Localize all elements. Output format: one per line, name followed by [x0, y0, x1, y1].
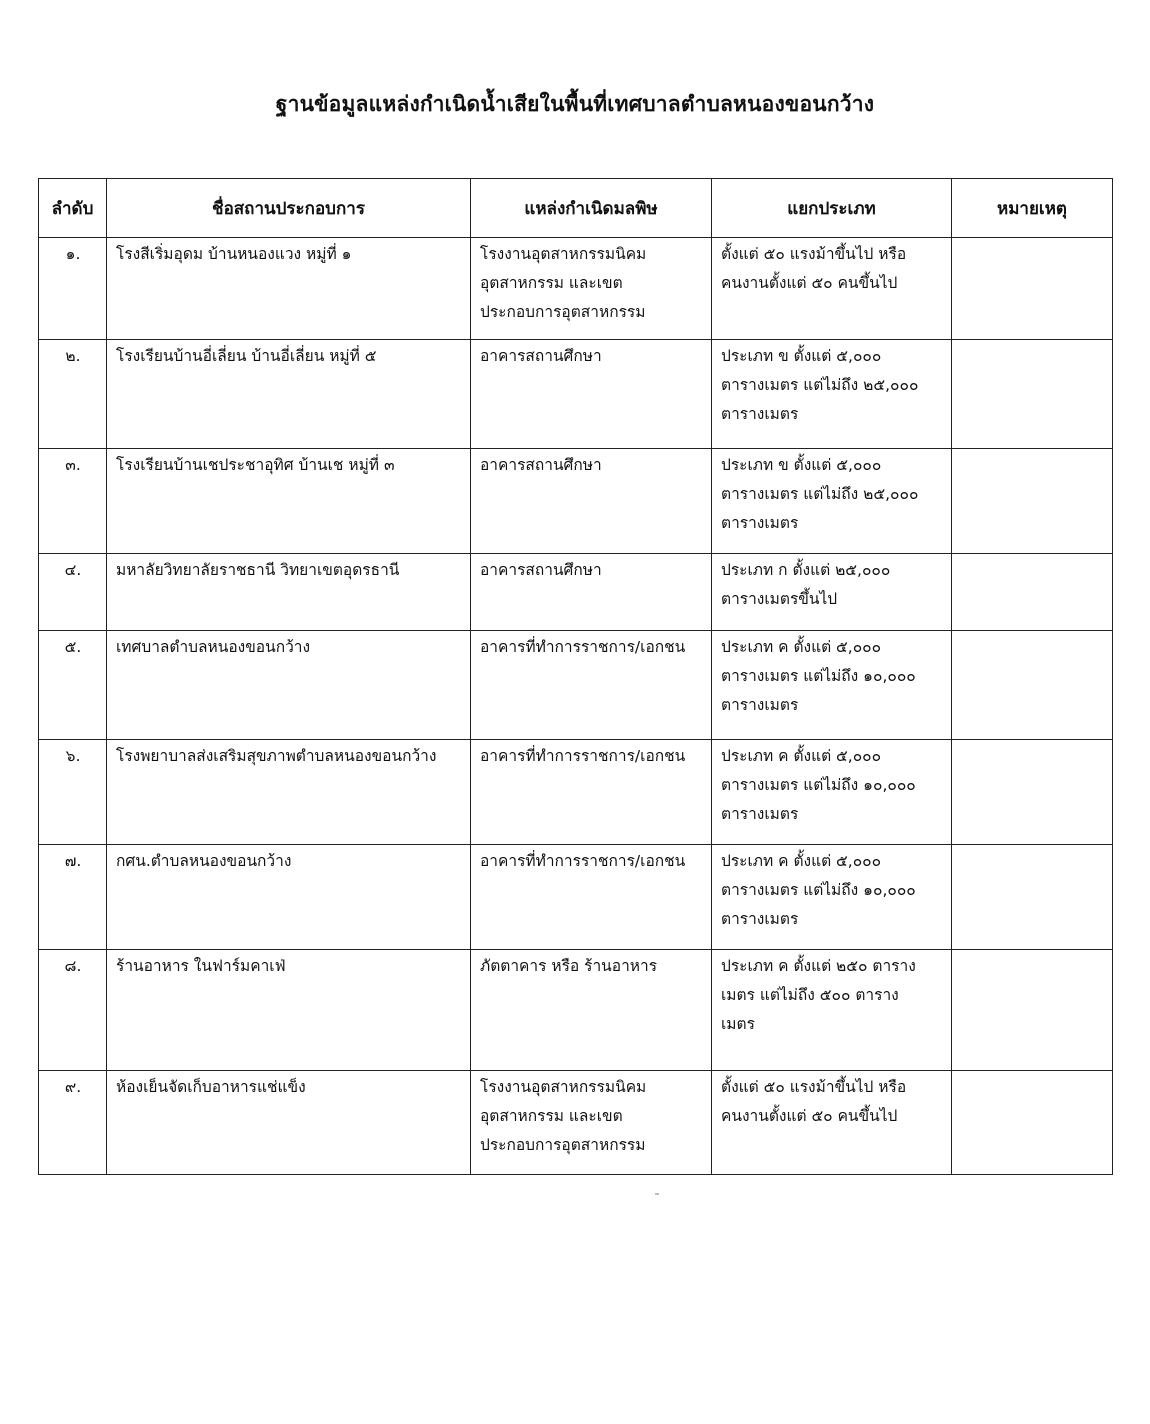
row-number: ๕. [64, 638, 82, 656]
establishment-cell [107, 845, 471, 950]
establishment-cell [107, 1071, 471, 1175]
category-line: ตารางเมตร [721, 514, 799, 532]
category-line: เมตร [721, 1015, 755, 1033]
category-cell [712, 950, 952, 1071]
pollution-source-line: อาคารที่ทำการราชการ/เอกชน [480, 852, 686, 870]
table-row [39, 554, 1113, 631]
remarks-cell [952, 1071, 1113, 1175]
category-cell [712, 238, 952, 340]
establishment-cell [107, 238, 471, 340]
table-row [39, 238, 1113, 340]
wastewater-source-table [38, 178, 1113, 1175]
row-number-cell [39, 554, 107, 631]
pollution-source-cell [471, 1071, 712, 1175]
row-number-cell [39, 740, 107, 845]
table-row [39, 340, 1113, 449]
table-row [39, 740, 1113, 845]
row-number: ๗. [64, 852, 82, 870]
pollution-source-cell [471, 631, 712, 740]
establishment-name: โรงเรียนบ้านอี่เลี่ยน บ้านอี่เลี่ยน หมู่ที่ ๕ [116, 347, 377, 365]
remarks-cell [952, 238, 1113, 340]
pollution-source-line: ประกอบการอุตสาหกรรม [480, 1136, 646, 1154]
row-number: ๙. [64, 1078, 82, 1096]
establishment-name: โรงสีเริ่มอุดม บ้านหนองแวง หมู่ที่ ๑ [116, 245, 352, 263]
establishment-name: โรงพยาบาลส่งเสริมสุขภาพตำบลหนองขอนกว้าง [116, 747, 437, 765]
row-number: ๒. [65, 347, 81, 365]
establishment-name: มหาลัยวิทยาลัยราชธานี วิทยาเขตอุดรธานี [116, 561, 400, 579]
pollution-source-line: โรงงานอุตสาหกรรมนิคม [480, 245, 647, 263]
category-cell [712, 845, 952, 950]
table-row [39, 631, 1113, 740]
establishment-name: ห้องเย็นจัดเก็บอาหารแช่แข็ง [116, 1078, 306, 1096]
pollution-source-line: อาคารที่ทำการราชการ/เอกชน [480, 747, 686, 765]
row-number-cell [39, 631, 107, 740]
row-number-cell [39, 449, 107, 554]
category-line: เมตร แต่ไม่ถึง ๕๐๐ ตาราง [721, 986, 899, 1004]
scan-speck [655, 1193, 659, 1195]
category-line: ประเภท ข ตั้งแต่ ๕,๐๐๐ [721, 347, 882, 365]
pollution-source-cell [471, 340, 712, 449]
pollution-source-cell [471, 845, 712, 950]
category-cell [712, 1071, 952, 1175]
table-row [39, 1071, 1113, 1175]
category-line: คนงานตั้งแต่ ๕๐ คนขึ้นไป [721, 1107, 898, 1125]
category-line: ตารางเมตร แต่ไม่ถึง ๒๕,๐๐๐ [721, 376, 919, 394]
column-header-pollution-source: แหล่งกำเนิดมลพิษ [471, 179, 712, 238]
pollution-source-line: ภัตตาคาร หรือ ร้านอาหาร [480, 957, 658, 975]
column-header-category: แยกประเภท [712, 179, 952, 238]
category-line: ประเภท ค ตั้งแต่ ๒๕๐ ตาราง [721, 957, 916, 975]
category-line: ตารางเมตร [721, 910, 799, 928]
row-number: ๓. [65, 456, 81, 474]
pollution-source-line: อุตสาหกรรม และเขต [480, 274, 623, 292]
column-header-establishment: ชื่อสถานประกอบการ [107, 179, 471, 238]
category-line: ตารางเมตร แต่ไม่ถึง ๑๐,๐๐๐ [721, 667, 916, 685]
category-line: ประเภท ค ตั้งแต่ ๕,๐๐๐ [721, 747, 882, 765]
category-cell [712, 740, 952, 845]
establishment-name: ร้านอาหาร ในฟาร์มคาเฟ่ [116, 957, 286, 975]
pollution-source-cell [471, 740, 712, 845]
table-row [39, 845, 1113, 950]
category-cell [712, 449, 952, 554]
pollution-source-cell [471, 950, 712, 1071]
category-line: ตั้งแต่ ๕๐ แรงม้าขึ้นไป หรือ [721, 245, 907, 263]
category-line: ตารางเมตร [721, 405, 799, 423]
pollution-source-line: โรงงานอุตสาหกรรมนิคม [480, 1078, 647, 1096]
category-cell [712, 554, 952, 631]
table-header-row [39, 179, 1113, 238]
table-row [39, 950, 1113, 1071]
row-number: ๑. [65, 245, 81, 263]
establishment-name: โรงเรียนบ้านเชประชาอุทิศ บ้านเช หมู่ที่ ๓ [116, 456, 395, 474]
establishment-cell [107, 740, 471, 845]
category-line: ประเภท ข ตั้งแต่ ๕,๐๐๐ [721, 456, 882, 474]
pollution-source-cell [471, 554, 712, 631]
category-line: ตารางเมตร แต่ไม่ถึง ๑๐,๐๐๐ [721, 881, 916, 899]
pollution-source-line: ประกอบการอุตสาหกรรม [480, 303, 646, 321]
category-cell [712, 340, 952, 449]
remarks-cell [952, 845, 1113, 950]
category-line: ตารางเมตรขึ้นไป [721, 590, 838, 608]
row-number: ๔. [64, 561, 82, 579]
pollution-source-line: อุตสาหกรรม และเขต [480, 1107, 623, 1125]
page-title: ฐานข้อมูลแหล่งกำเนิดน้ำเสียในพื้นที่เทศบาลตำบลหนองขอนกว้าง [275, 92, 875, 116]
establishment-cell [107, 449, 471, 554]
row-number-cell [39, 238, 107, 340]
category-line: คนงานตั้งแต่ ๕๐ คนขึ้นไป [721, 274, 898, 292]
row-number-cell [39, 1071, 107, 1175]
remarks-cell [952, 554, 1113, 631]
remarks-cell [952, 631, 1113, 740]
pollution-source-cell [471, 449, 712, 554]
remarks-cell [952, 340, 1113, 449]
pollution-source-line: อาคารสถานศึกษา [480, 456, 602, 474]
remarks-cell [952, 449, 1113, 554]
row-number-cell [39, 340, 107, 449]
pollution-source-cell [471, 238, 712, 340]
establishment-cell [107, 950, 471, 1071]
category-line: ตั้งแต่ ๕๐ แรงม้าขึ้นไป หรือ [721, 1078, 907, 1096]
table-row [39, 449, 1113, 554]
category-line: ตารางเมตร แต่ไม่ถึง ๑๐,๐๐๐ [721, 776, 916, 794]
column-header-order: ลำดับ [39, 179, 107, 238]
category-line: ตารางเมตร [721, 696, 799, 714]
category-line: ประเภท ค ตั้งแต่ ๕,๐๐๐ [721, 638, 882, 656]
category-line: ตารางเมตร [721, 805, 799, 823]
establishment-cell [107, 554, 471, 631]
row-number-cell [39, 845, 107, 950]
establishment-name: กศน.ตำบลหนองขอนกว้าง [116, 852, 292, 870]
remarks-cell [952, 950, 1113, 1071]
row-number: ๘. [64, 957, 82, 975]
pollution-source-line: อาคารสถานศึกษา [480, 347, 602, 365]
row-number-cell [39, 950, 107, 1071]
pollution-source-line: อาคารสถานศึกษา [480, 561, 602, 579]
column-header-remarks: หมายเหตุ [952, 179, 1113, 238]
category-line: ประเภท ก ตั้งแต่ ๒๕,๐๐๐ [721, 561, 891, 579]
category-line: ตารางเมตร แต่ไม่ถึง ๒๕,๐๐๐ [721, 485, 919, 503]
remarks-cell [952, 740, 1113, 845]
pollution-source-line: อาคารที่ทำการราชการ/เอกชน [480, 638, 686, 656]
establishment-cell [107, 340, 471, 449]
establishment-name: เทศบาลตำบลหนองขอนกว้าง [116, 638, 311, 656]
category-line: ประเภท ค ตั้งแต่ ๕,๐๐๐ [721, 852, 882, 870]
category-cell [712, 631, 952, 740]
establishment-cell [107, 631, 471, 740]
row-number: ๖. [65, 747, 81, 765]
